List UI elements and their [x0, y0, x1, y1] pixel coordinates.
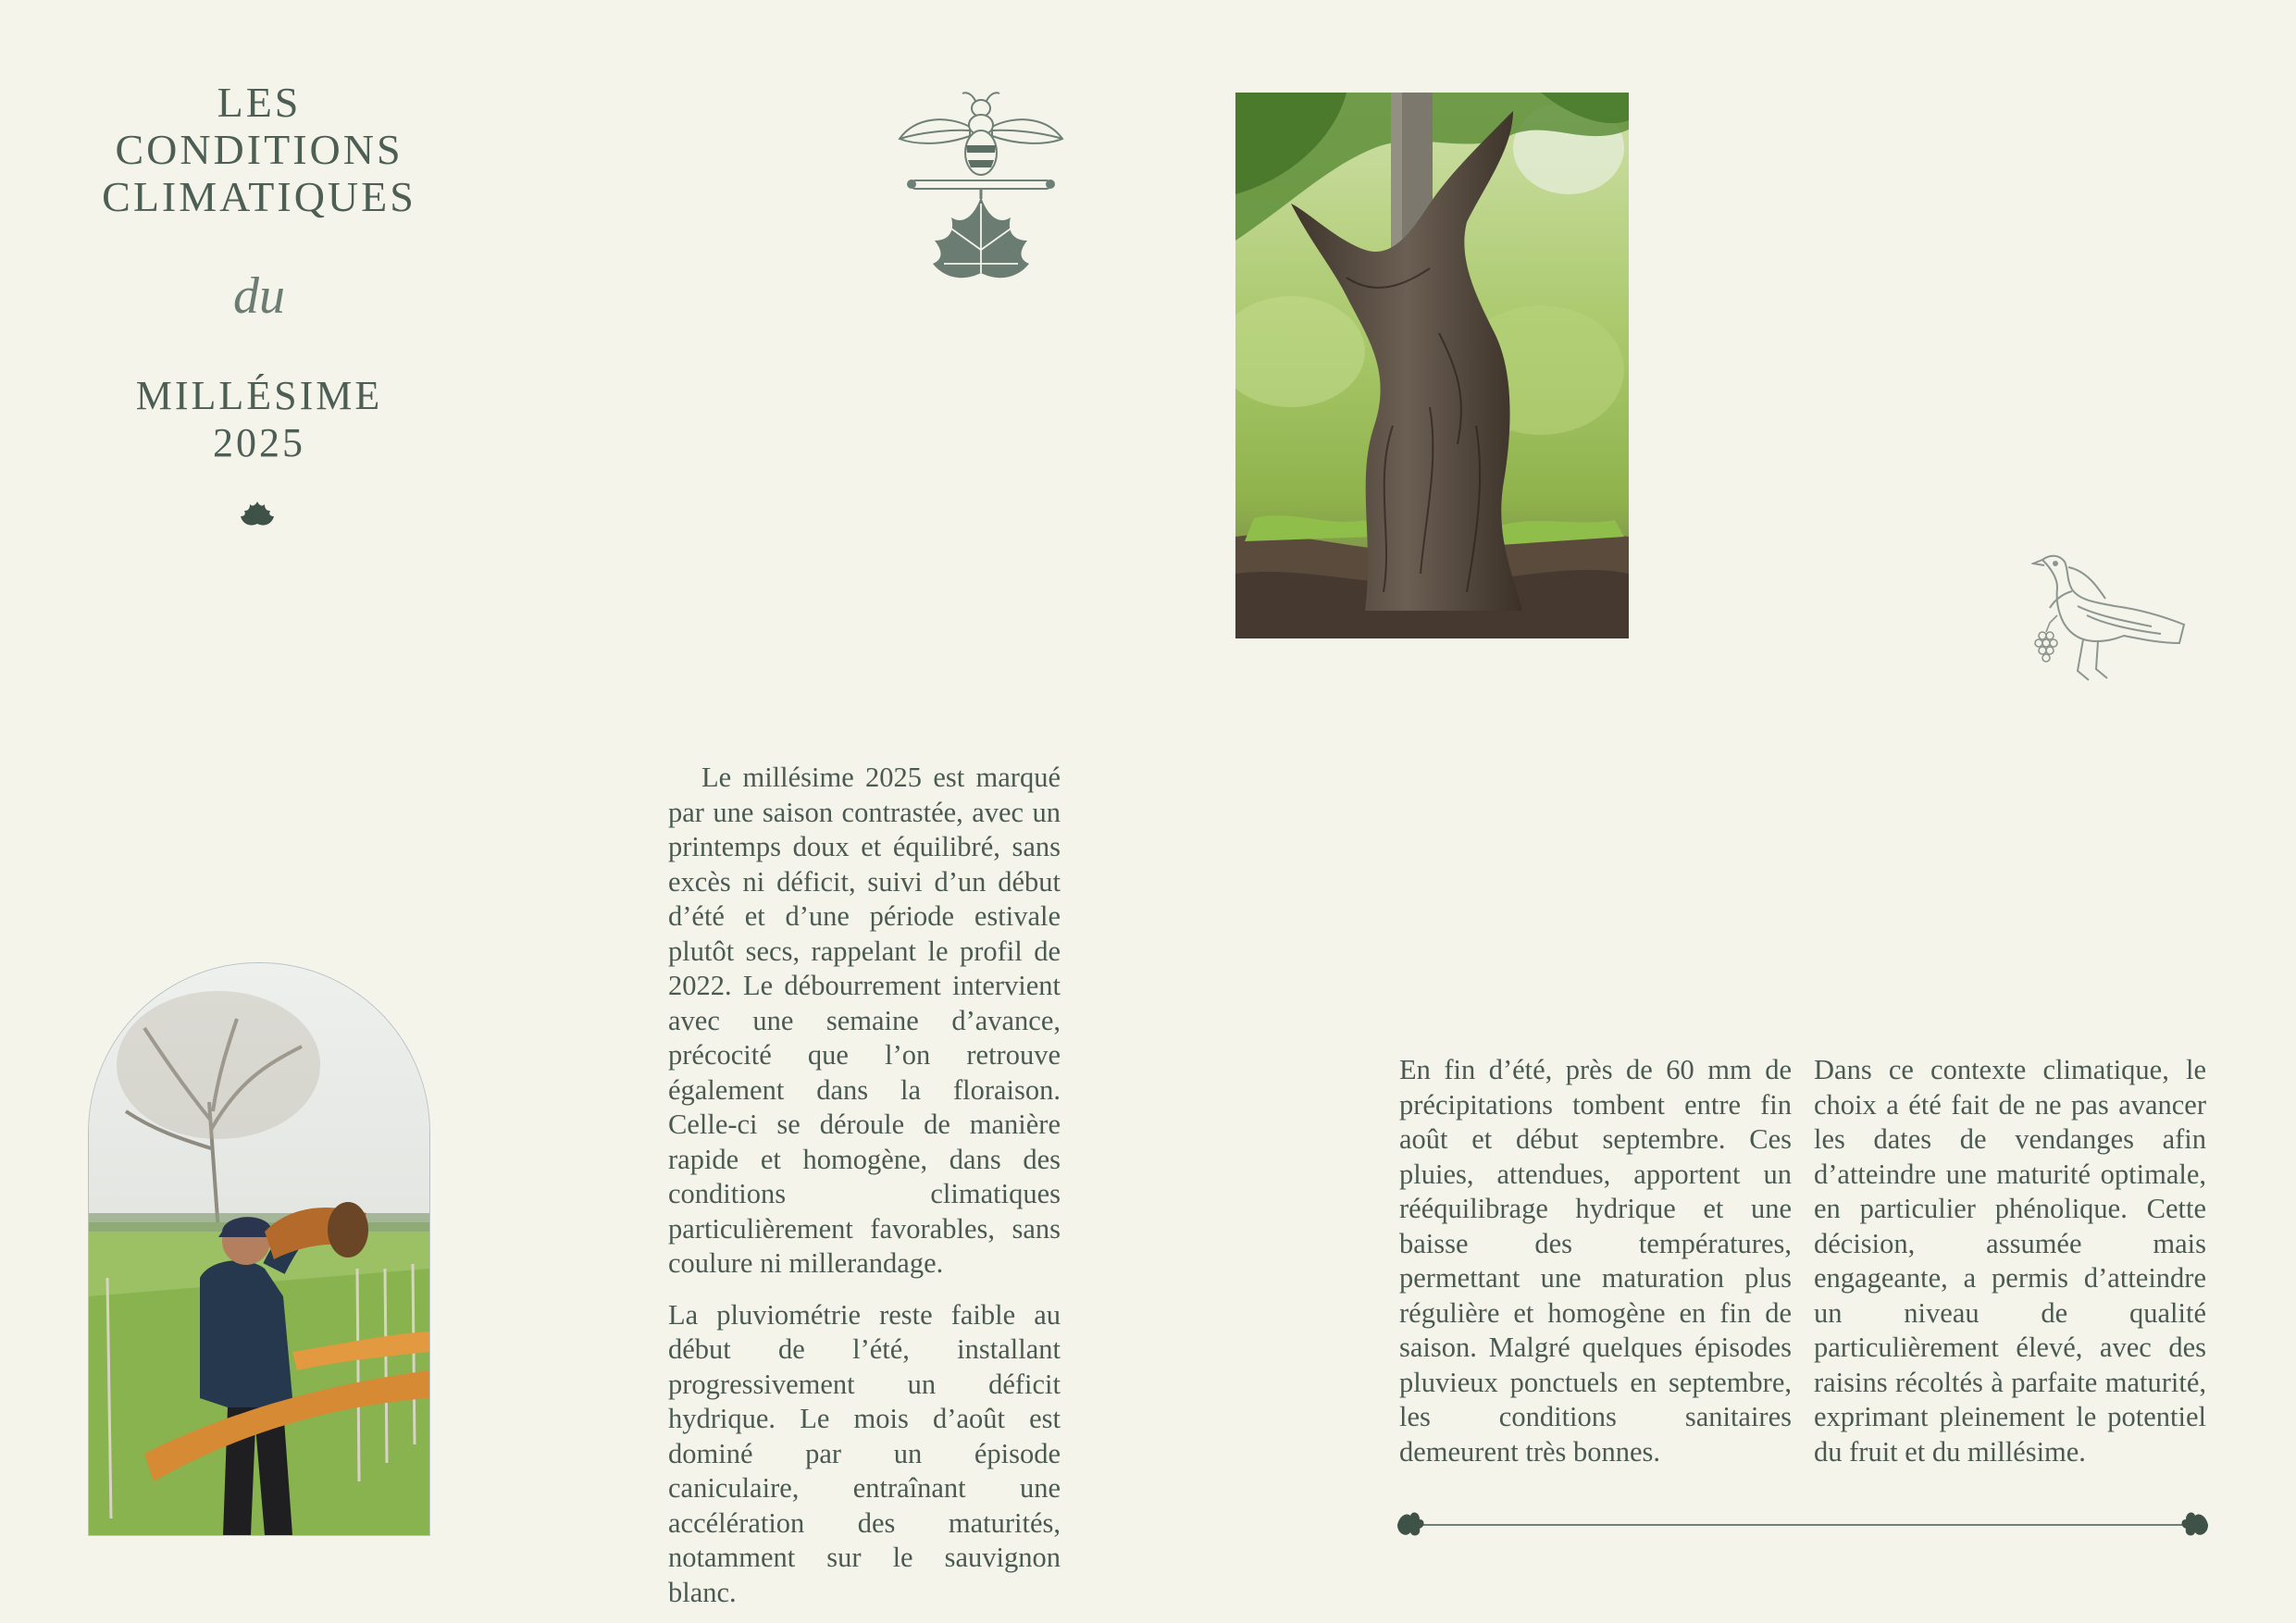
photo-vineyard-worker — [88, 962, 430, 1536]
bird-with-grapes-illustration — [2031, 551, 2193, 699]
paragraph: Dans ce contexte climatique, le choix a été fait de ne pas avancer les dates de vendanges afin d’atteindre une maturité optimale, en particulier phénolique. Cette décision, assumée mais engageante, a permis d’atteindre un niveau de qualité particulièrement élevé, avec des raisins récoltés à parfaite maturité, exprimant pleinement le potentiel du fruit et du millésime. — [1814, 1054, 2206, 1468]
title-line-1: LES — [217, 79, 302, 126]
vintage-title — [56, 372, 463, 466]
text-column-3 — [1814, 1053, 2206, 1469]
paragraph: En fin d’été, près de 60 mm de précipitations tombent entre fin août et début septembre. Ces pluies, attendues, apportent un rééquilibrage hydrique et une baisse des températures, permettant une maturation plus régulière et homogène en fin de saison. Malgré quelques épisodes pluvieux ponctuels en septembre, les conditions sanitaires demeurent très bonnes. — [1399, 1054, 1792, 1468]
vineyard-worker-photo — [89, 963, 429, 1535]
title-line-3: CLIMATIQUES — [102, 173, 416, 220]
title-line-2: CONDITIONS — [115, 126, 403, 173]
vine-leaf-icon — [239, 500, 276, 533]
paragraph: La pluviométrie reste faible au début de l’été, installant progressivement un déficit hydrique. Le mois d’août est dominé par un épisode caniculaire, entraînant une accélération des maturités, notamment sur le sauvignon blanc. — [668, 1298, 1061, 1608]
bee-and-vine-leaf-emblem — [898, 88, 1064, 296]
vine-trunk-photo — [1235, 93, 1629, 638]
photo-old-vine — [1235, 93, 1629, 638]
title-connector: du — [233, 267, 285, 325]
ornamental-divider — [1396, 1506, 2210, 1543]
page-title — [56, 79, 463, 220]
paragraph: Le millésime 2025 est marqué par une saison contrastée, avec un printemps doux et équilibré, sans excès ni déficit, suivi d’un début d’été et d’une période estivale plutôt secs, rappelant le profil de 2022. Le débourrement intervient avec une semaine d’avance, précocité que l’on retrouve également dans la floraison. Celle-ci se déroule de manière rapide et homogène, dans des conditions climatiques particulièrement favorables, sans coulure ni millerandage. — [668, 762, 1061, 1279]
text-column-1 — [668, 761, 1061, 1610]
vine-leaf-icon — [2182, 1513, 2209, 1536]
vintage-line-2: 2025 — [213, 420, 305, 465]
text-column-2 — [1399, 1053, 1792, 1469]
page-title-block — [56, 79, 463, 466]
vine-leaf-icon — [1397, 1513, 1424, 1536]
vintage-line-1: MILLÉSIME — [135, 373, 383, 418]
